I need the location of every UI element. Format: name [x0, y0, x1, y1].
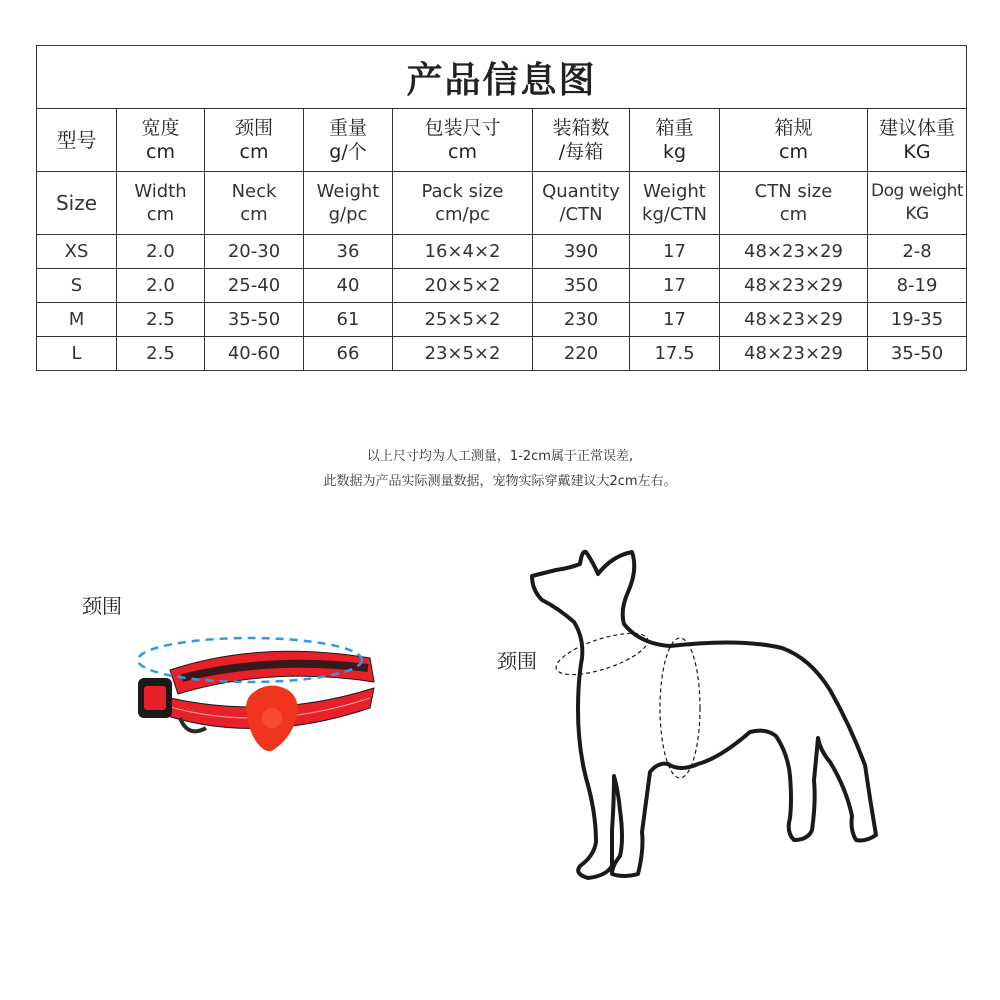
header-zh-cell: 装箱数 /每箱 — [533, 109, 630, 172]
table-cell: 20-30 — [205, 235, 304, 269]
table-row — [37, 303, 967, 337]
header-zh-cell: 建议体重 KG — [868, 109, 967, 172]
table-row — [37, 337, 967, 371]
dog-silhouette-diagram — [520, 540, 900, 890]
table-cell: 2-8 — [868, 235, 967, 269]
table-cell: 350 — [533, 269, 630, 303]
header-zh-cell: 箱规 cm — [720, 109, 868, 172]
table-cell: 48×23×29 — [720, 337, 868, 371]
table-cell: 17.5 — [630, 337, 720, 371]
table-cell: 20×5×2 — [393, 269, 533, 303]
table-cell: 2.0 — [117, 269, 205, 303]
table-cell: 40-60 — [205, 337, 304, 371]
table-cell: 230 — [533, 303, 630, 337]
table-cell: S — [37, 269, 117, 303]
header-zh-cell: 型号 — [37, 109, 117, 172]
table-cell: 35-50 — [868, 337, 967, 371]
table-cell: 66 — [304, 337, 393, 371]
header-zh-cell: 重量 g/个 — [304, 109, 393, 172]
header-en-cell: CTN size cm — [720, 172, 868, 235]
table-cell: 40 — [304, 269, 393, 303]
table-cell: 16×4×2 — [393, 235, 533, 269]
table-cell: 2.0 — [117, 235, 205, 269]
table-row — [37, 269, 967, 303]
header-zh-cell: 箱重 kg — [630, 109, 720, 172]
table-cell: XS — [37, 235, 117, 269]
table-cell: 36 — [304, 235, 393, 269]
table-cell: 8-19 — [868, 269, 967, 303]
table-cell: 17 — [630, 303, 720, 337]
header-row-en — [37, 172, 967, 235]
table-cell: 17 — [630, 235, 720, 269]
table-cell: 48×23×29 — [720, 269, 868, 303]
table-cell: L — [37, 337, 117, 371]
header-en-cell: Quantity /CTN — [533, 172, 630, 235]
collar-image — [130, 620, 390, 780]
table-cell: 48×23×29 — [720, 303, 868, 337]
header-en-cell: Size — [37, 172, 117, 235]
table-cell: 390 — [533, 235, 630, 269]
table-cell: 48×23×29 — [720, 235, 868, 269]
collar-neck-label: 颈围 — [82, 594, 122, 618]
table-cell: 23×5×2 — [393, 337, 533, 371]
header-en-cell: Pack size cm/pc — [393, 172, 533, 235]
measurement-note-line1: 以上尺寸均为人工测量，1-2cm属于正常误差, — [366, 449, 634, 464]
table-cell: 61 — [304, 303, 393, 337]
header-en-cell: Width cm — [117, 172, 205, 235]
table-cell: 35-50 — [205, 303, 304, 337]
header-zh-cell: 颈围 cm — [205, 109, 304, 172]
measurement-note-line2: 此数据为产品实际测量数据，宠物实际穿戴建议大2cm左右。 — [323, 474, 677, 489]
header-zh-cell: 宽度 cm — [117, 109, 205, 172]
table-cell: 2.5 — [117, 303, 205, 337]
table-cell: 17 — [630, 269, 720, 303]
table-cell: 25×5×2 — [393, 303, 533, 337]
spec-table — [36, 45, 967, 371]
table-cell: 2.5 — [117, 337, 205, 371]
table-cell: M — [37, 303, 117, 337]
table-cell: 220 — [533, 337, 630, 371]
header-row-zh — [37, 109, 967, 172]
table-cell: 25-40 — [205, 269, 304, 303]
table-title: 产品信息图 — [37, 46, 967, 109]
table-cell: 19-35 — [868, 303, 967, 337]
header-en-cell: Dog weight KG — [868, 172, 967, 235]
header-en-cell: Weight g/pc — [304, 172, 393, 235]
table-row — [37, 235, 967, 269]
header-en-cell: Weight kg/CTN — [630, 172, 720, 235]
header-zh-cell: 包装尺寸 cm — [393, 109, 533, 172]
dog-outline — [532, 552, 876, 878]
dog-neck-label: 颈围 — [497, 649, 537, 673]
header-en-cell: Neck cm — [205, 172, 304, 235]
